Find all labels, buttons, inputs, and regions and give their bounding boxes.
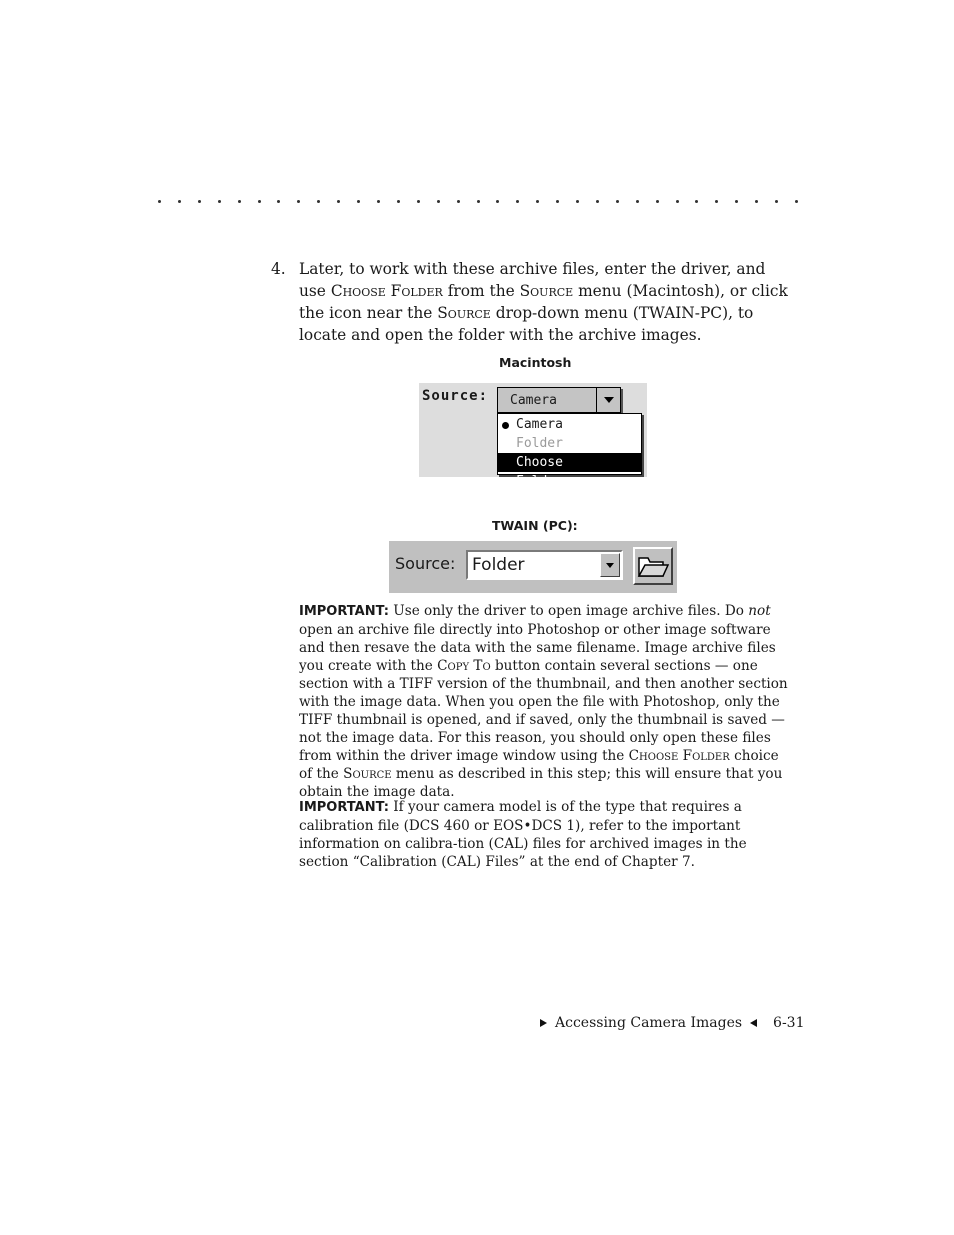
menu-item-folder: Folder: [516, 436, 563, 451]
pc-source-label: Source:: [395, 554, 456, 573]
important-note-2: IMPORTANT: If your camera model is of the type that requires a calibration file (DCS 460 or EOS•DCS 1), refer to the important information on calibra-tion (CAL) files for archived images in the section “Calibration (CAL) Files” at the end of Chapter 7.: [299, 799, 747, 870]
chevron-down-icon: [596, 388, 620, 412]
important-note-1: IMPORTANT: Use only the driver to open image archive files. Do not open an archive file directly into Photoshop or other image software and then resave the data with the same filename. Image archive files you create with the Copy To button contain several sections — one section with a TIFF version of the thumbnail, and then another section with the image data. When you open the file with Photoshop, only the TIFF thumbnail is opened, and if saved, only the thumbnail is saved — not the image data. For this reason, you should only open these files from within the driver image window using the Choose Folder choice of the Source menu as described in this step; this will ensure that you obtain the image data.: [299, 603, 788, 800]
important-label: IMPORTANT:: [299, 604, 389, 619]
step-number: 4.: [271, 260, 286, 278]
menu-item-choose-folder[interactable]: Choose Folder...: [498, 453, 641, 472]
mac-source-popup[interactable]: [497, 387, 621, 413]
mac-source-menu: [497, 413, 642, 489]
dotted-rule: [158, 200, 798, 203]
step-text: Later, to work with these archive files, enter the driver, and use Choose Folder from the Source menu (Macintosh), or click the icon near the Source drop-down menu (TWAIN-PC), to locate and open the folder with the archive images.: [299, 260, 788, 344]
folder-open-icon: [635, 549, 671, 583]
pc-source-screenshot: [389, 541, 677, 593]
triangle-right-icon: [540, 1019, 547, 1027]
mac-source-label: Source:: [422, 388, 489, 404]
page-number: 6-31: [773, 1015, 805, 1031]
open-folder-button[interactable]: [633, 547, 673, 585]
triangle-left-icon: [750, 1019, 757, 1027]
pc-caption: TWAIN (PC):: [492, 518, 578, 533]
page-footer: [540, 1015, 805, 1031]
important-label: IMPORTANT:: [299, 800, 389, 815]
pc-source-combo[interactable]: [466, 550, 623, 580]
mac-popup-value: Camera: [510, 393, 557, 408]
step-4: [271, 258, 791, 346]
chevron-down-icon[interactable]: [600, 553, 620, 577]
mac-caption: Macintosh: [499, 355, 572, 370]
pc-combo-value: Folder: [472, 555, 525, 575]
mac-source-screenshot: [419, 383, 647, 489]
footer-section-title: Accessing Camera Images: [555, 1015, 743, 1031]
bullet-icon: [502, 422, 509, 429]
menu-item-camera[interactable]: Camera: [498, 415, 641, 434]
